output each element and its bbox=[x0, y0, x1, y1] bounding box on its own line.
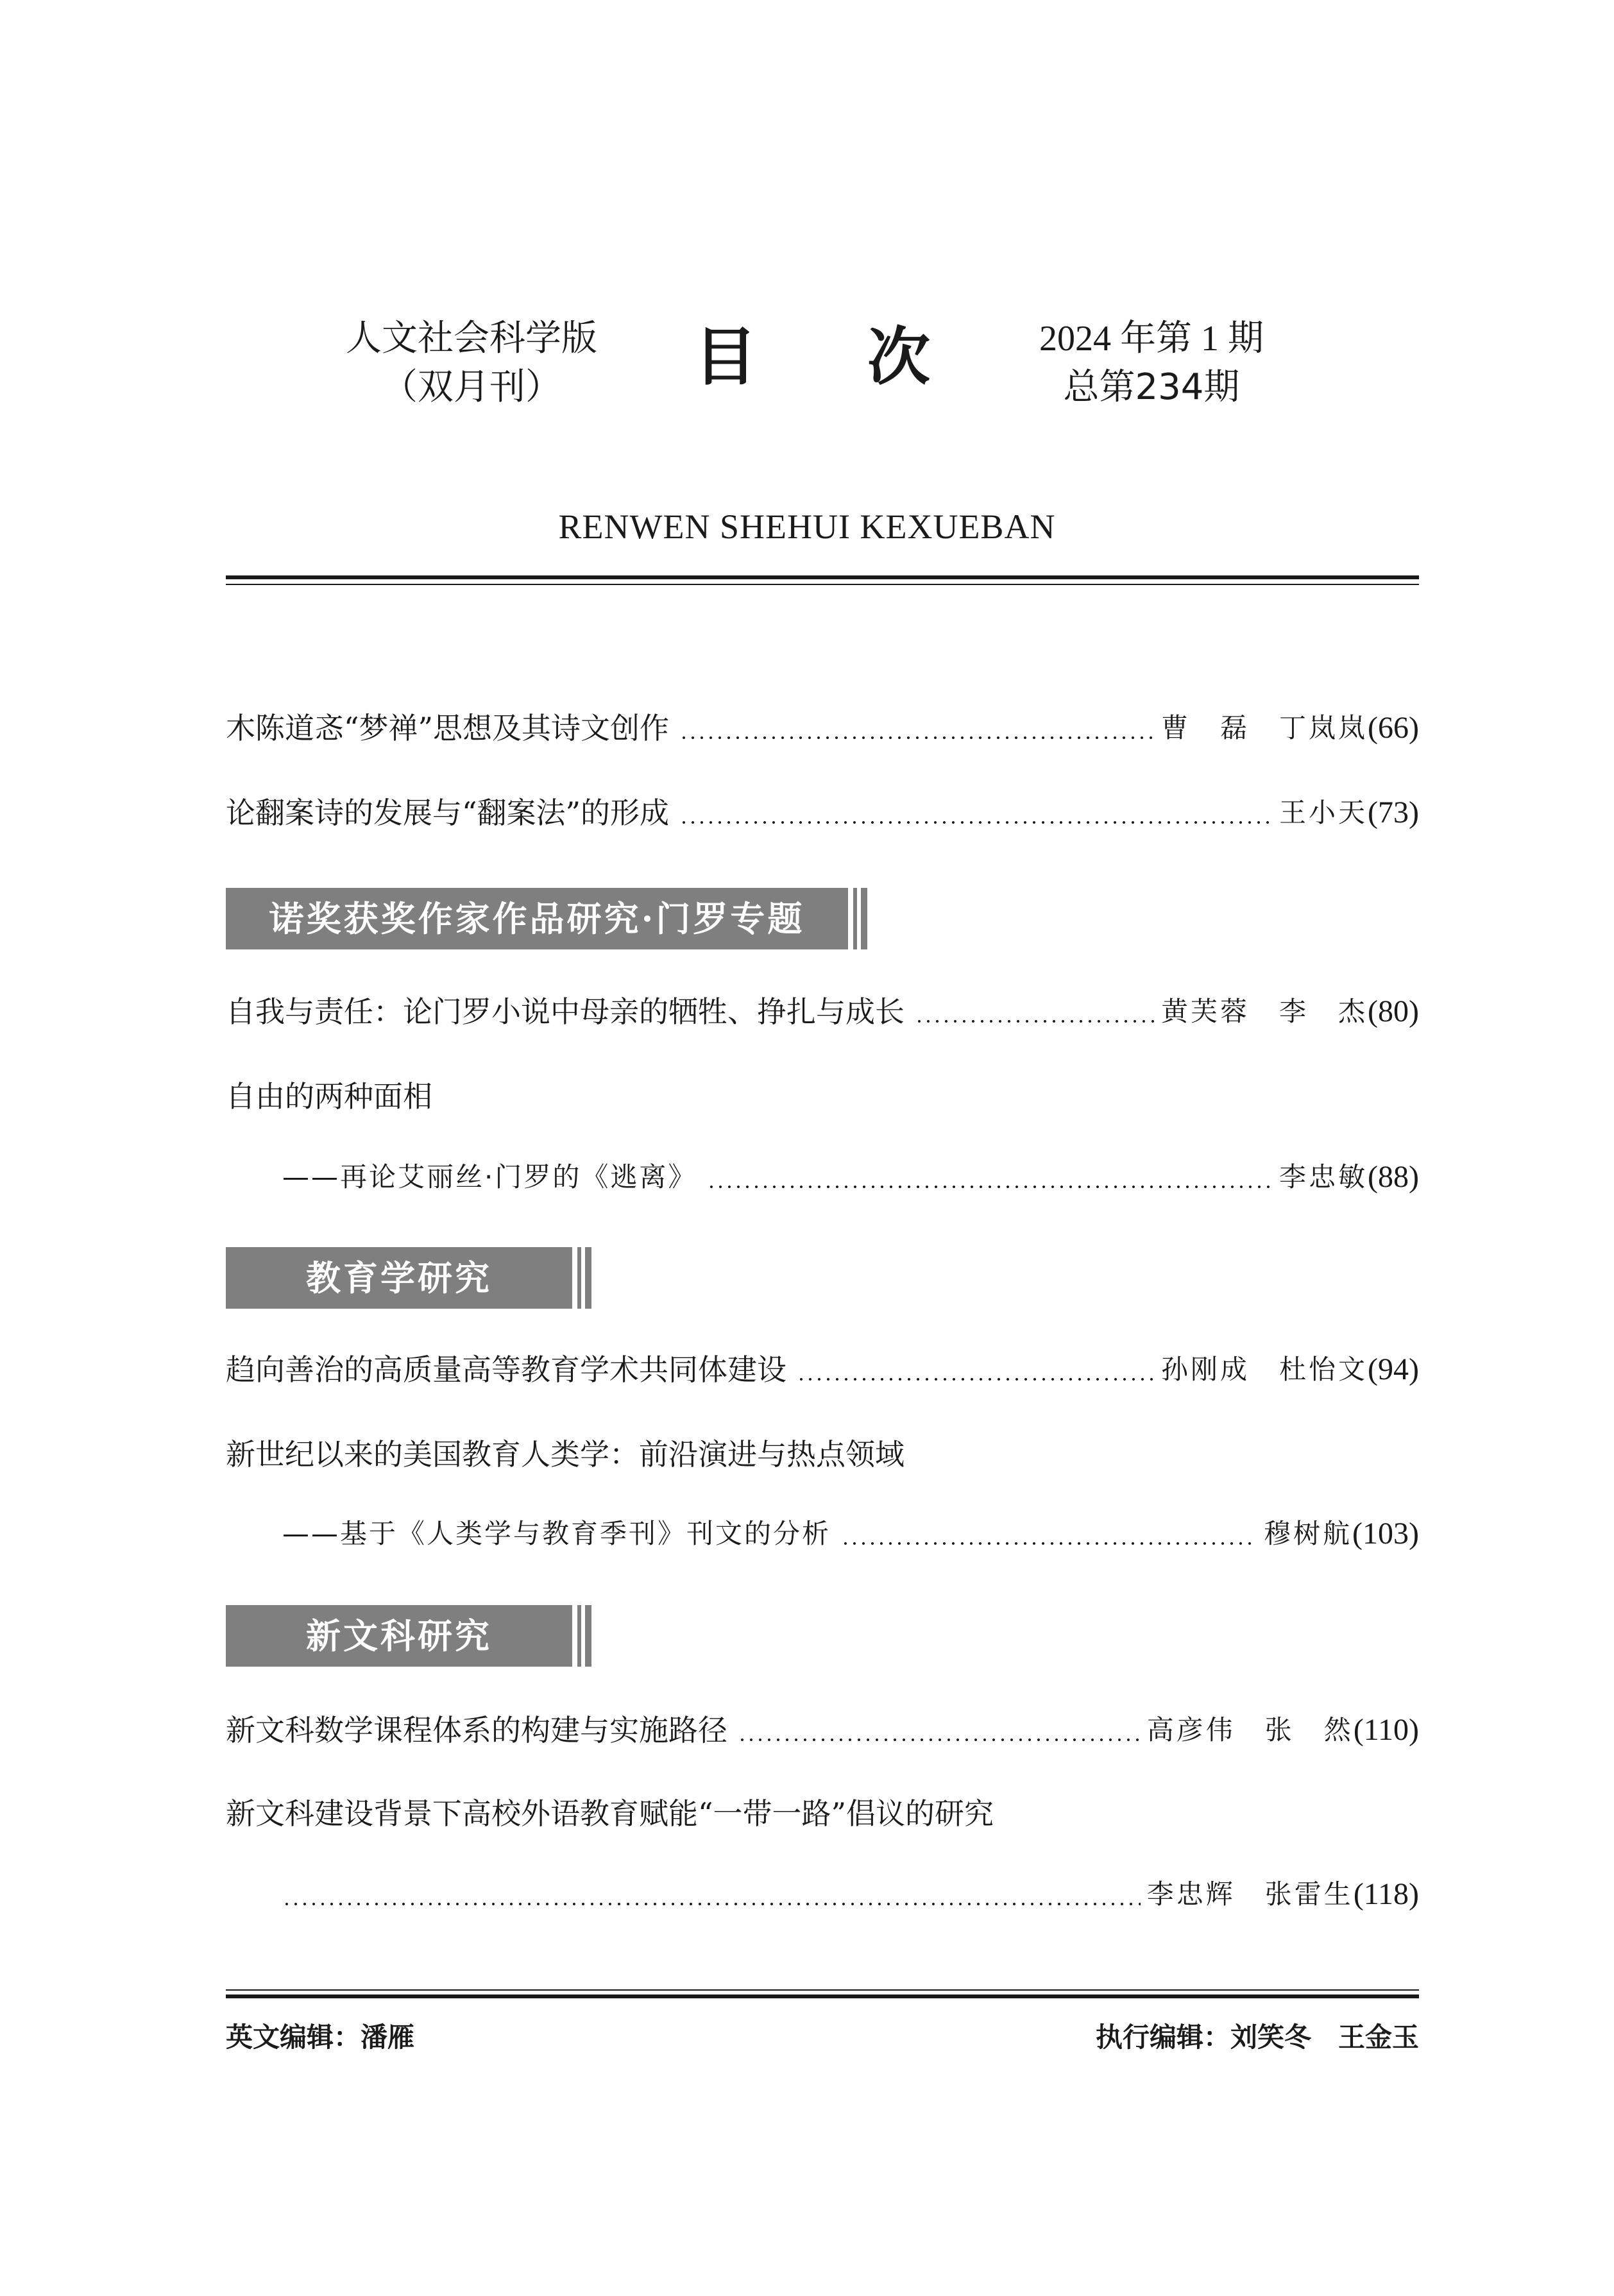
header-rule-thin bbox=[226, 584, 1419, 585]
toc-entry-subtitle[interactable] bbox=[282, 1155, 1419, 1200]
article-title: 自我与责任：论门罗小说中母亲的牺牲、挣扎与成长 bbox=[226, 994, 905, 1029]
toc-entry[interactable] bbox=[226, 1074, 1419, 1119]
frequency-label: （双月刊） bbox=[382, 366, 561, 408]
edition-block bbox=[321, 314, 622, 412]
article-title: 木陈道忞“梦禅”思想及其诗文创作 bbox=[226, 711, 670, 745]
page-number: (103) bbox=[1352, 1517, 1419, 1551]
executive-editors: 执行编辑：刘笑冬 王金玉 bbox=[1095, 2021, 1419, 2053]
banner-accent-bar bbox=[577, 1605, 581, 1667]
journal-romanized-title: RENWEN SHEHUI KEXUEBAN bbox=[558, 507, 1056, 546]
banner-accent-bar bbox=[577, 1247, 581, 1309]
toc-entry[interactable] bbox=[226, 1708, 1419, 1753]
leader-dots bbox=[679, 821, 1273, 824]
section-banner: 诺奖获奖作家作品研究·门罗专题 bbox=[226, 888, 848, 949]
leader-dots bbox=[841, 1542, 1257, 1545]
article-subtitle: ——基于《人类学与教育季刊》刊文的分析 bbox=[282, 1518, 831, 1549]
edition-label: 人文社会科学版 bbox=[346, 318, 597, 359]
article-subtitle: ——再论艾丽丝·门罗的《逃离》 bbox=[282, 1161, 697, 1193]
article-title: 自由的两种面相 bbox=[226, 1079, 432, 1114]
footer-rule-thin bbox=[226, 1989, 1419, 1991]
total-issue-number: 总第234期 bbox=[1063, 366, 1240, 408]
toc-entry[interactable] bbox=[226, 706, 1419, 751]
page-number: (88) bbox=[1368, 1160, 1419, 1194]
toc-entry-continuation[interactable] bbox=[282, 1872, 1419, 1917]
banner-accent-bar bbox=[585, 1605, 591, 1667]
article-authors: 穆树航 bbox=[1264, 1518, 1353, 1549]
article-authors: 李忠辉 张雷生 bbox=[1146, 1878, 1354, 1910]
page-number: (110) bbox=[1353, 1713, 1419, 1747]
leader-dots bbox=[707, 1186, 1273, 1188]
article-title: 趋向善治的高质量高等教育学术共同体建设 bbox=[226, 1352, 786, 1387]
banner-accent-bar bbox=[861, 888, 867, 949]
article-authors: 李忠敏 bbox=[1279, 1161, 1368, 1193]
article-title: 新文科建设背景下高校外语教育赋能“一带一路”倡议的研究 bbox=[226, 1796, 994, 1831]
banner-accent-bar bbox=[853, 888, 857, 949]
issue-number: 2024 年第 1 期 bbox=[1039, 319, 1264, 359]
leader-dots bbox=[679, 736, 1155, 739]
article-title: 新世纪以来的美国教育人类学：前沿演进与热点领域 bbox=[226, 1437, 905, 1472]
footer-rule-thick bbox=[226, 1994, 1419, 1998]
toc-entry[interactable] bbox=[226, 1347, 1419, 1392]
page-number: (80) bbox=[1368, 994, 1419, 1028]
toc-entry[interactable] bbox=[226, 790, 1419, 835]
leader-dots bbox=[738, 1739, 1141, 1741]
article-title: 论翻案诗的发展与“翻案法”的形成 bbox=[226, 795, 670, 830]
toc-entry[interactable] bbox=[226, 1791, 1419, 1836]
toc-entry-subtitle[interactable] bbox=[282, 1511, 1419, 1556]
section-banner: 新文科研究 bbox=[226, 1605, 572, 1667]
leader-dots bbox=[797, 1378, 1155, 1381]
page-number: (118) bbox=[1353, 1877, 1419, 1911]
contents-title-char-2: 次 bbox=[867, 321, 931, 394]
issue-block bbox=[1001, 314, 1302, 412]
english-editor: 英文编辑：潘雁 bbox=[226, 2021, 415, 2053]
section-banner: 教育学研究 bbox=[226, 1247, 572, 1309]
header-rule-thick bbox=[226, 575, 1419, 579]
toc-entry[interactable] bbox=[226, 989, 1419, 1034]
page-number: (73) bbox=[1368, 795, 1419, 829]
leader-dots bbox=[282, 1903, 1141, 1905]
banner-accent-bar bbox=[585, 1247, 591, 1309]
page-number: (94) bbox=[1368, 1352, 1419, 1386]
article-authors: 高彦伟 张 然 bbox=[1146, 1714, 1354, 1746]
leader-dots bbox=[915, 1020, 1155, 1023]
article-title: 新文科数学课程体系的构建与实施路径 bbox=[226, 1713, 727, 1748]
article-authors: 王小天 bbox=[1279, 797, 1368, 828]
article-authors: 孙刚成 杜怡文 bbox=[1161, 1354, 1368, 1385]
article-authors: 曹 磊 丁岚岚 bbox=[1161, 712, 1368, 744]
contents-title-char-1: 目 bbox=[694, 321, 758, 394]
toc-entry[interactable] bbox=[226, 1432, 1419, 1477]
page-number: (66) bbox=[1368, 711, 1419, 745]
article-authors: 黄芙蓉 李 杰 bbox=[1161, 996, 1368, 1027]
